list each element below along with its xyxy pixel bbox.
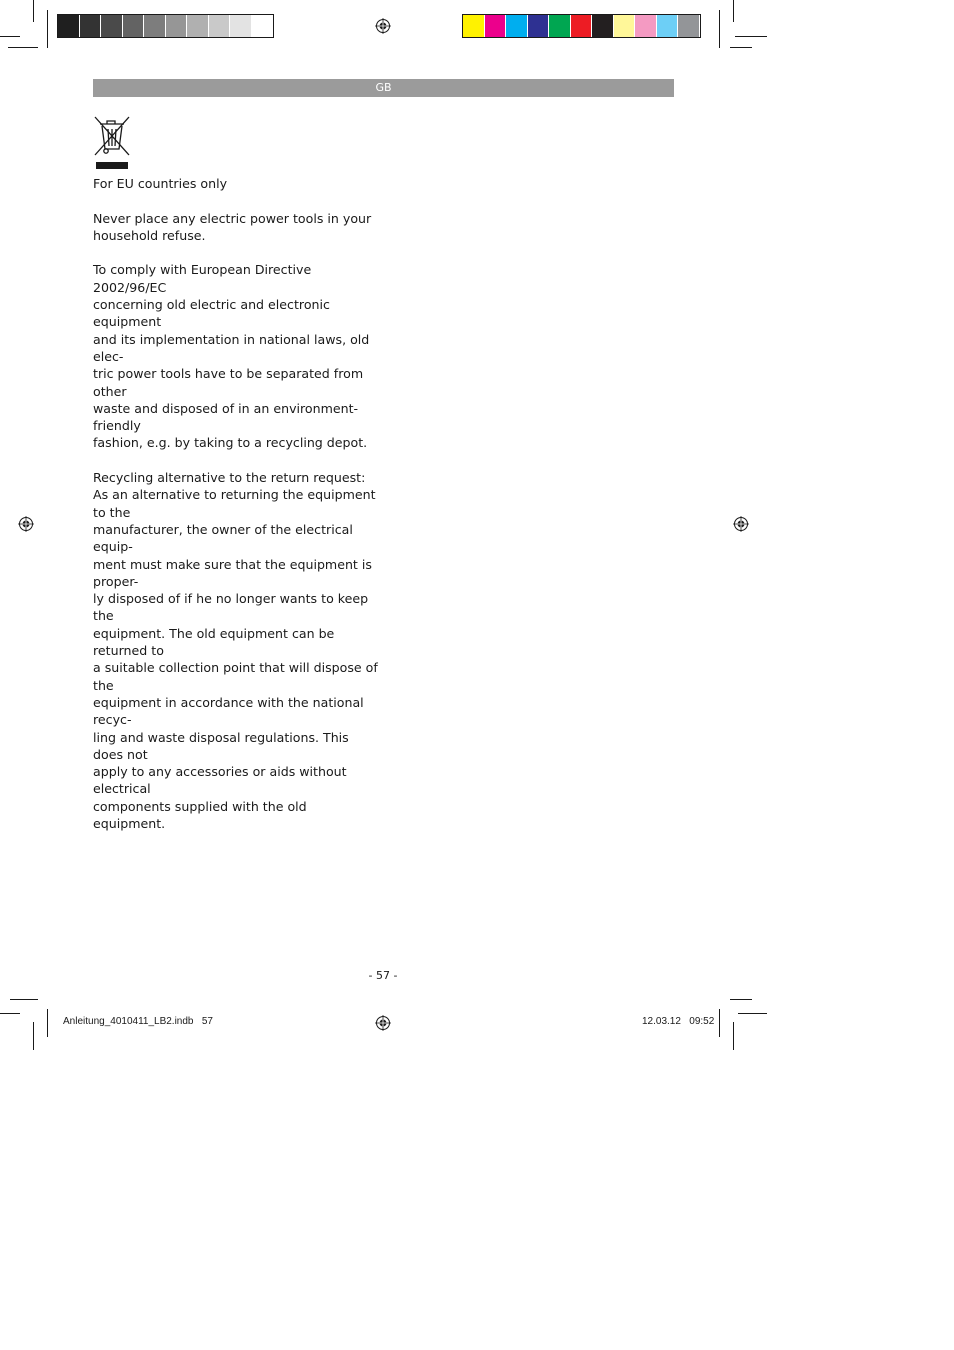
crop-mark [735,36,767,37]
crop-mark [10,999,38,1000]
paragraph: To comply with European Directive 2002/96/EC concerning old electric and electronic equipment and its implementation in national laws, old elec- tric power tools have to be separated from other waste and disposed of in an environment-friendly fashion, e.g. by taking to a recycling depot. [93,262,370,451]
crop-mark [33,0,34,22]
paragraph: For EU countries only [93,176,228,191]
registration-mark-icon [733,516,749,532]
disposal-text [93,175,378,850]
crop-mark [733,0,734,22]
color-swatch [252,15,274,37]
registration-mark-icon [375,18,391,34]
color-swatch [166,15,188,37]
color-swatch [485,15,507,37]
language-header-band [93,79,674,97]
crop-mark [47,10,48,48]
language-tab: GB [375,81,392,94]
color-swatch [528,15,550,37]
color-swatch [463,15,485,37]
color-swatch [187,15,209,37]
color-swatch [635,15,657,37]
crop-mark [738,1013,767,1014]
color-swatch [678,15,700,37]
crop-mark [719,1009,720,1037]
crop-mark [8,47,38,48]
color-swatch [230,15,252,37]
color-swatch [571,15,593,37]
crop-mark [733,1022,734,1050]
color-swatch [144,15,166,37]
color-swatch [101,15,123,37]
crop-mark [0,1013,20,1014]
color-swatch [506,15,528,37]
color-swatch [614,15,636,37]
crossed-out-wheelie-bin-icon [93,115,131,171]
color-swatch [549,15,571,37]
process-color-bar [462,14,701,38]
color-swatch [592,15,614,37]
page-number: - 57 - [368,969,398,982]
crop-mark [0,36,20,37]
crop-mark [47,1009,48,1037]
print-timestamp: 12.03.12 09:52 [642,1016,715,1027]
crop-mark [730,47,752,48]
crop-mark [730,999,752,1000]
paragraph: Never place any electric power tools in your household refuse. [93,210,372,243]
color-swatch [123,15,145,37]
color-swatch [209,15,231,37]
grayscale-color-bar [57,14,274,38]
registration-mark-icon [18,516,34,532]
crop-mark [33,1022,34,1050]
color-swatch [80,15,102,37]
crop-mark [719,10,720,48]
file-name: Anleitung_4010411_LB2.indb 57 [63,1016,213,1027]
registration-mark-icon [375,1015,391,1031]
paragraph: Recycling alternative to the return request: As an alternative to returning the equipment to the manufacturer, the owner of the electrical equip- ment must make sure that the equipment is proper- ly disposed of if he no longer wants to keep the equipment. The old equipment can be returned to a suitable collection point that will dispose of the equipment in accordance with the national recyc- ling and waste disposal regulations. This does not apply to any accessories or aids without electrical components supplied with the old equipment. [93,470,378,831]
color-swatch [657,15,679,37]
color-swatch [58,15,80,37]
